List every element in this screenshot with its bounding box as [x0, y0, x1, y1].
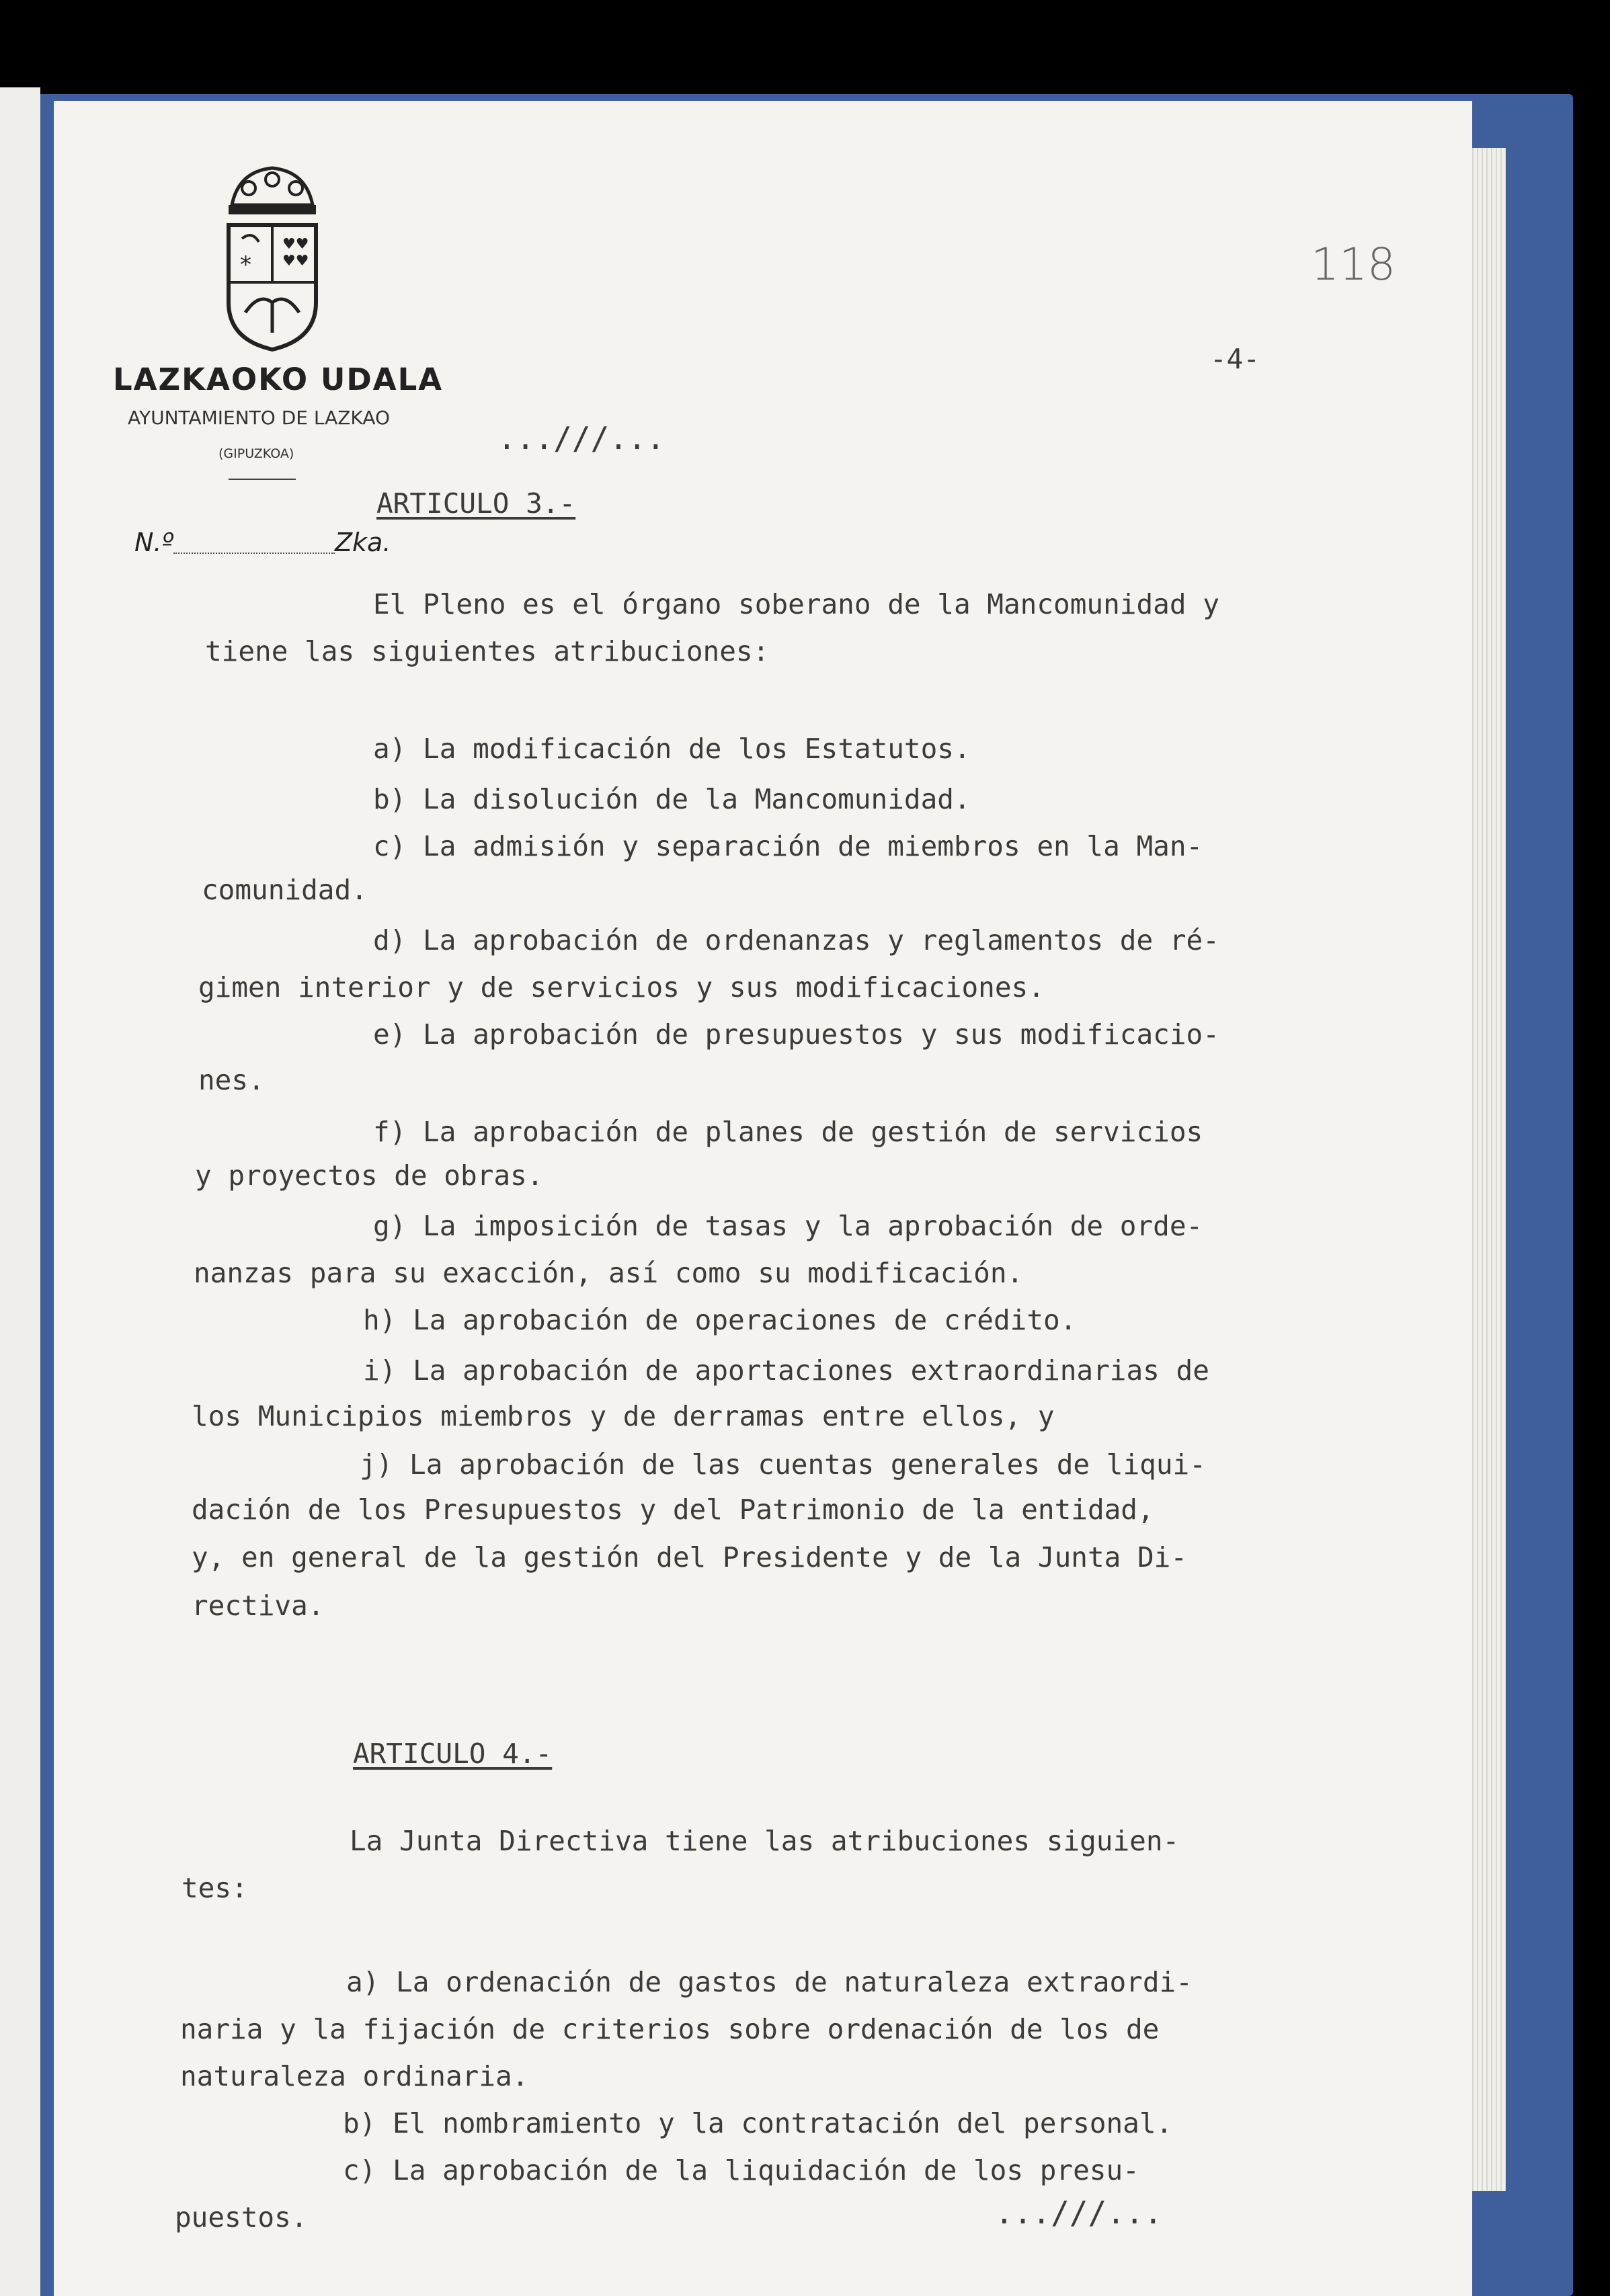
article4-item-line: a) La ordenación de gastos de naturaleza extraordi-: [346, 1966, 1193, 1998]
article3-item-line: b) La disolución de la Mancomunidad.: [373, 783, 971, 815]
svg-text:♥♥: ♥♥: [282, 253, 309, 270]
article3-item-line: h) La aprobación de operaciones de crédito.: [363, 1304, 1077, 1336]
svg-text:♥♥: ♥♥: [282, 236, 309, 253]
coat-of-arms-icon: [218, 158, 326, 353]
article4-item-line: c) La aprobación de la liquidación de los presu-: [343, 2154, 1139, 2186]
article3-intro-line: El Pleno es el órgano soberano de la Mancomunidad y: [373, 588, 1219, 620]
continuation-bottom: ...///...: [995, 2195, 1163, 2231]
number-dotted-line: [173, 552, 335, 554]
article4-item-line: b) El nombramiento y la contratación del personal.: [343, 2107, 1173, 2139]
article3-item-line: c) La admisión y separación de miembros en la Man-: [373, 830, 1203, 862]
article3-item-line: d) La aprobación de ordenanzas y reglamentos de ré-: [373, 924, 1219, 956]
continuation-top: ...///...: [497, 420, 666, 456]
article3-item-line: j) La aprobación de las cuentas generales de liqui-: [360, 1448, 1206, 1481]
article3-item-line: f) La aprobación de planes de gestión de servicios: [373, 1116, 1203, 1148]
article3-item-line: gimen interior y de servicios y sus modificaciones.: [198, 971, 1045, 1003]
article3-item-line: nes.: [198, 1064, 265, 1096]
article3-item-line: los Municipios miembros y de derramas entre ellos, y: [192, 1400, 1055, 1432]
article3-item-line: i) La aprobación de aportaciones extraordinarias de: [363, 1354, 1209, 1387]
article4-item-line: naturaleza ordinaria.: [180, 2060, 529, 2092]
number-label: N.º: [134, 528, 174, 557]
article3-intro-line: tiene las siguientes atribuciones:: [205, 635, 770, 667]
article3-item-line: y proyectos de obras.: [195, 1159, 544, 1192]
article3-heading: ARTICULO 3.-: [376, 487, 576, 520]
folio-number: 118: [1311, 239, 1396, 290]
article3-item-line: dación de los Presupuestos y del Patrimonio de la entidad,: [192, 1493, 1154, 1526]
article3-item-line: g) La imposición de tasas y la aprobación de orde-: [373, 1210, 1203, 1242]
article3-item-line: e) La aprobación de presupuestos y sus modificacio-: [373, 1018, 1219, 1051]
article3-item-line: comunidad.: [202, 874, 368, 906]
article4-heading: ARTICULO 4.-: [353, 1737, 553, 1770]
article4-item-line: puestos.: [175, 2201, 308, 2233]
binder-spine: [0, 87, 40, 2296]
org-subtitle: AYUNTAMIENTO DE LAZKAO: [128, 407, 391, 429]
logo-divider: [229, 479, 296, 480]
article3-item-line: y, en general de la gestión del Presidente y de la Junta Di-: [192, 1541, 1188, 1573]
article3-item-line: nanzas para su exacción, así como su modificación.: [194, 1257, 1024, 1289]
page-number: -4-: [1210, 343, 1260, 375]
article4-intro-line: tes:: [182, 1872, 248, 1904]
zka-label: Zka.: [335, 528, 391, 557]
province: (GIPUZKOA): [218, 446, 294, 461]
article4-intro-line: La Junta Directiva tiene las atribuciones siguien-: [350, 1825, 1180, 1857]
org-name: LAZKAOKO UDALA: [113, 362, 444, 397]
article4-item-line: naria y la fijación de criterios sobre ordenación de los de: [180, 2013, 1160, 2045]
article3-item-line: rectiva.: [192, 1590, 325, 1622]
article3-item-line: a) La modificación de los Estatutos.: [373, 733, 971, 765]
svg-text:*: *: [240, 251, 251, 278]
